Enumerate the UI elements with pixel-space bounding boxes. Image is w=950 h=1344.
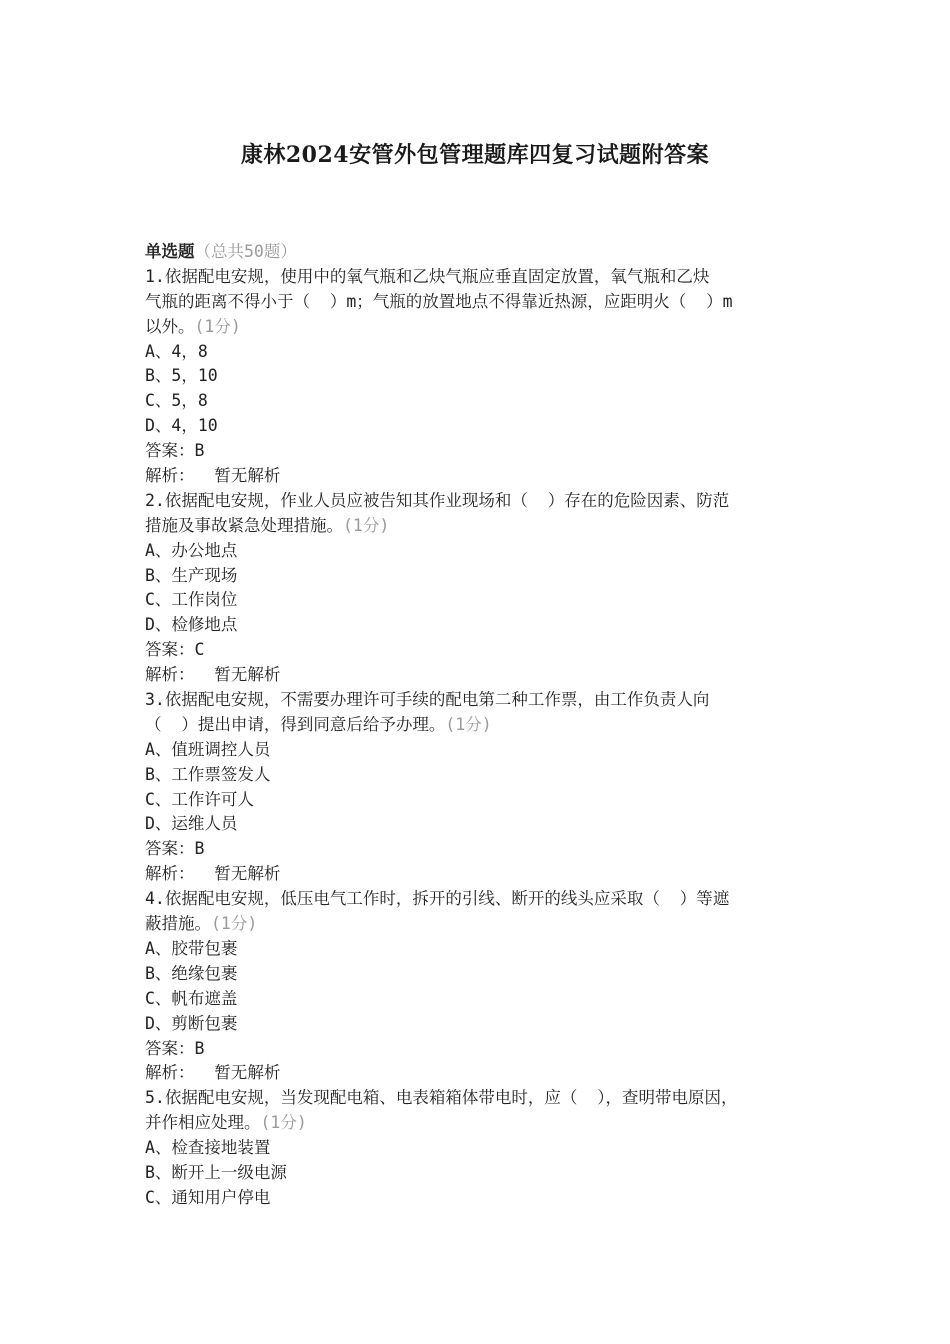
question-option: A、检查接地装置	[145, 1138, 271, 1158]
question-option: A、4，8	[145, 341, 208, 361]
section-header	[145, 240, 817, 265]
question-stem-text: 蔽措施。	[145, 914, 211, 934]
question-answer: 答案：B	[145, 1038, 205, 1058]
question-option: A、值班调控人员	[145, 739, 271, 759]
question-option: C、通知用户停电	[145, 1187, 271, 1207]
question-option: D、检修地点	[145, 615, 238, 635]
question-stem-line	[145, 315, 817, 340]
question-stem-text: 1.依据配电安规，使用中的氧气瓶和乙炔气瓶应垂直固定放置，氧气瓶和乙炔	[145, 266, 710, 286]
question-stem-line	[145, 290, 817, 315]
question-option: B、绝缘包裹	[145, 963, 238, 983]
question-stem-line	[145, 514, 817, 539]
question-option: D、剪断包裹	[145, 1013, 238, 1033]
question-stem-text: 气瓶的距离不得小于（ ）m；气瓶的放置地点不得靠近热源，应距明火（ ）m	[145, 291, 733, 311]
question-option: C、帆布遮盖	[145, 988, 238, 1008]
question-option: B、5，10	[145, 366, 218, 386]
question-stem-text: 并作相应处理。	[145, 1113, 261, 1133]
question-answer: 答案：C	[145, 640, 205, 660]
question-option: C、工作岗位	[145, 590, 238, 610]
question-option: B、工作票签发人	[145, 764, 271, 784]
question-stem-line	[145, 265, 817, 290]
question-item	[145, 489, 817, 688]
question-answer: 答案：B	[145, 839, 205, 859]
question-analysis: 解析： 暂无解析	[145, 665, 281, 685]
question-stem-line	[145, 688, 817, 713]
question-stem-line	[145, 887, 817, 912]
question-answer: 答案：B	[145, 441, 205, 461]
question-option: B、断开上一级电源	[145, 1162, 287, 1182]
section-count: （总共50题）	[194, 242, 297, 261]
question-stem-text: 2.依据配电安规，作业人员应被告知其作业现场和（ ）存在的危险因素、防范	[145, 490, 730, 510]
question-option: B、生产现场	[145, 565, 238, 585]
question-option: A、胶带包裹	[145, 938, 238, 958]
question-item	[145, 1086, 817, 1210]
question-analysis: 解析： 暂无解析	[145, 1063, 281, 1083]
question-score: (1分)	[260, 1113, 307, 1133]
question-analysis: 解析： 暂无解析	[145, 466, 281, 486]
question-stem-text: 5.依据配电安规，当发现配电箱、电表箱箱体带电时，应（ ），查明带电原因，	[145, 1088, 738, 1108]
question-analysis: 解析： 暂无解析	[145, 864, 281, 884]
question-stem-text: 3.依据配电安规，不需要办理许可手续的配电第二种工作票，由工作负责人向	[145, 690, 710, 710]
question-option: D、4，10	[145, 416, 218, 436]
question-stem-line	[145, 489, 817, 514]
question-stem-line	[145, 1086, 817, 1111]
question-option: C、5，8	[145, 391, 208, 411]
question-score: (1分)	[211, 914, 258, 934]
question-stem-text: 以外。	[145, 316, 195, 336]
document-title: 康林2024安管外包管理题库四复习试题附答案	[240, 142, 710, 168]
question-option: C、工作许可人	[145, 789, 254, 809]
question-score: (1分)	[194, 316, 241, 336]
question-stem-line	[145, 713, 817, 738]
question-stem-line	[145, 912, 817, 937]
question-option: A、办公地点	[145, 540, 238, 560]
question-stem-line	[145, 1111, 817, 1136]
question-item	[145, 688, 817, 887]
questions-container	[145, 265, 817, 1211]
question-stem-text: （ ）提出申请，得到同意后给予办理。	[145, 714, 446, 734]
section-heading: 单选题	[145, 242, 195, 261]
question-item	[145, 887, 817, 1086]
question-option: D、运维人员	[145, 814, 238, 834]
question-score: (1分)	[445, 714, 492, 734]
question-item	[145, 265, 817, 489]
question-list	[145, 240, 817, 1211]
question-stem-text: 措施及事故紧急处理措施。	[145, 515, 343, 535]
question-score: (1分)	[343, 515, 390, 535]
question-stem-text: 4.依据配电安规，低压电气工作时，拆开的引线、断开的线头应采取（ ）等遮	[145, 889, 730, 909]
